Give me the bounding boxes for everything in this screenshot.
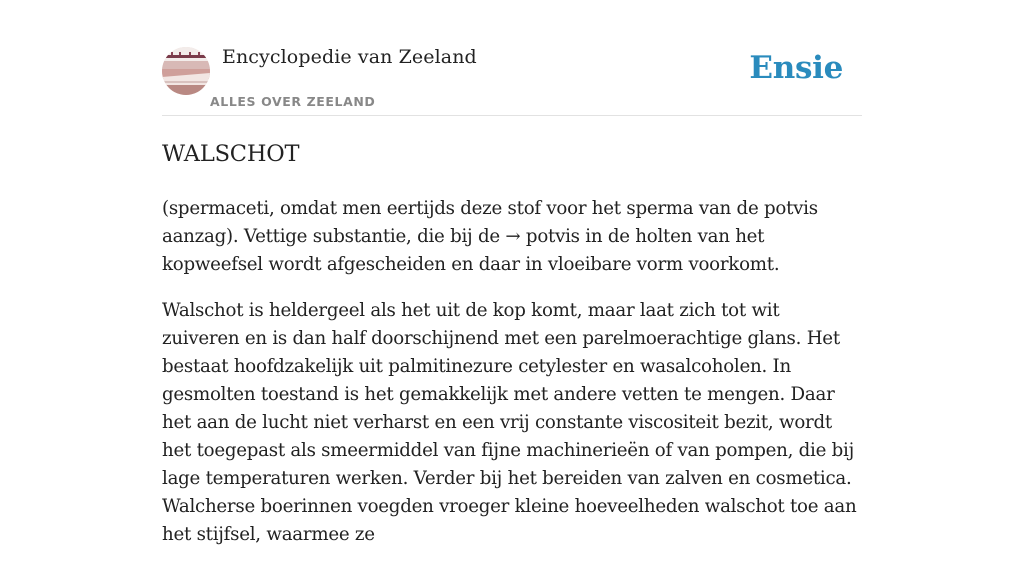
paragraph-text: (spermaceti, omdat men eertijds deze stof voor het sperma van de potvis aanzag). Vettige substantie, die bij de xyxy=(162,198,818,247)
site-avatar[interactable] xyxy=(162,47,210,95)
site-subtitle: ALLES OVER ZEELAND xyxy=(210,94,376,109)
site-header xyxy=(162,44,862,116)
article-paragraph: Walschot is heldergeel als het uit de kop komt, maar laat zich tot wit zuiveren en is dan half doorschijnend met een parelmoerachtige glans. Het bestaat hoofdzakelijk uit palmitinezure cetylester en wasalcoholen. In gesmolten toestand is het gemakkelijk met andere vetten te mengen. Daar het aan de lucht niet verharst en een vrij constante viscositeit bezit, wordt het toegepast als smeermiddel van fijne machinerieën of van pompen, die bij lage temperaturen werken. Verder bij het bereiden van zalven en cosmetica. Walcherse boerinnen voegden vroeger kleine hoeveelheden walschot toe aan het stijfsel, waarmee ze xyxy=(162,300,857,545)
article xyxy=(162,138,862,567)
article-title: WALSCHOT xyxy=(162,141,300,167)
paragraph-text: potvis in de holten van het kopweefsel wordt afgescheiden en daar in vloeibare vorm voorkomt. xyxy=(162,226,780,275)
article-paragraph xyxy=(162,195,862,279)
brand-logo-link[interactable]: Ensie xyxy=(749,50,843,86)
cross-reference-arrow-icon[interactable]: → xyxy=(505,226,521,247)
site-title[interactable]: Encyclopedie van Zeeland xyxy=(222,46,477,68)
